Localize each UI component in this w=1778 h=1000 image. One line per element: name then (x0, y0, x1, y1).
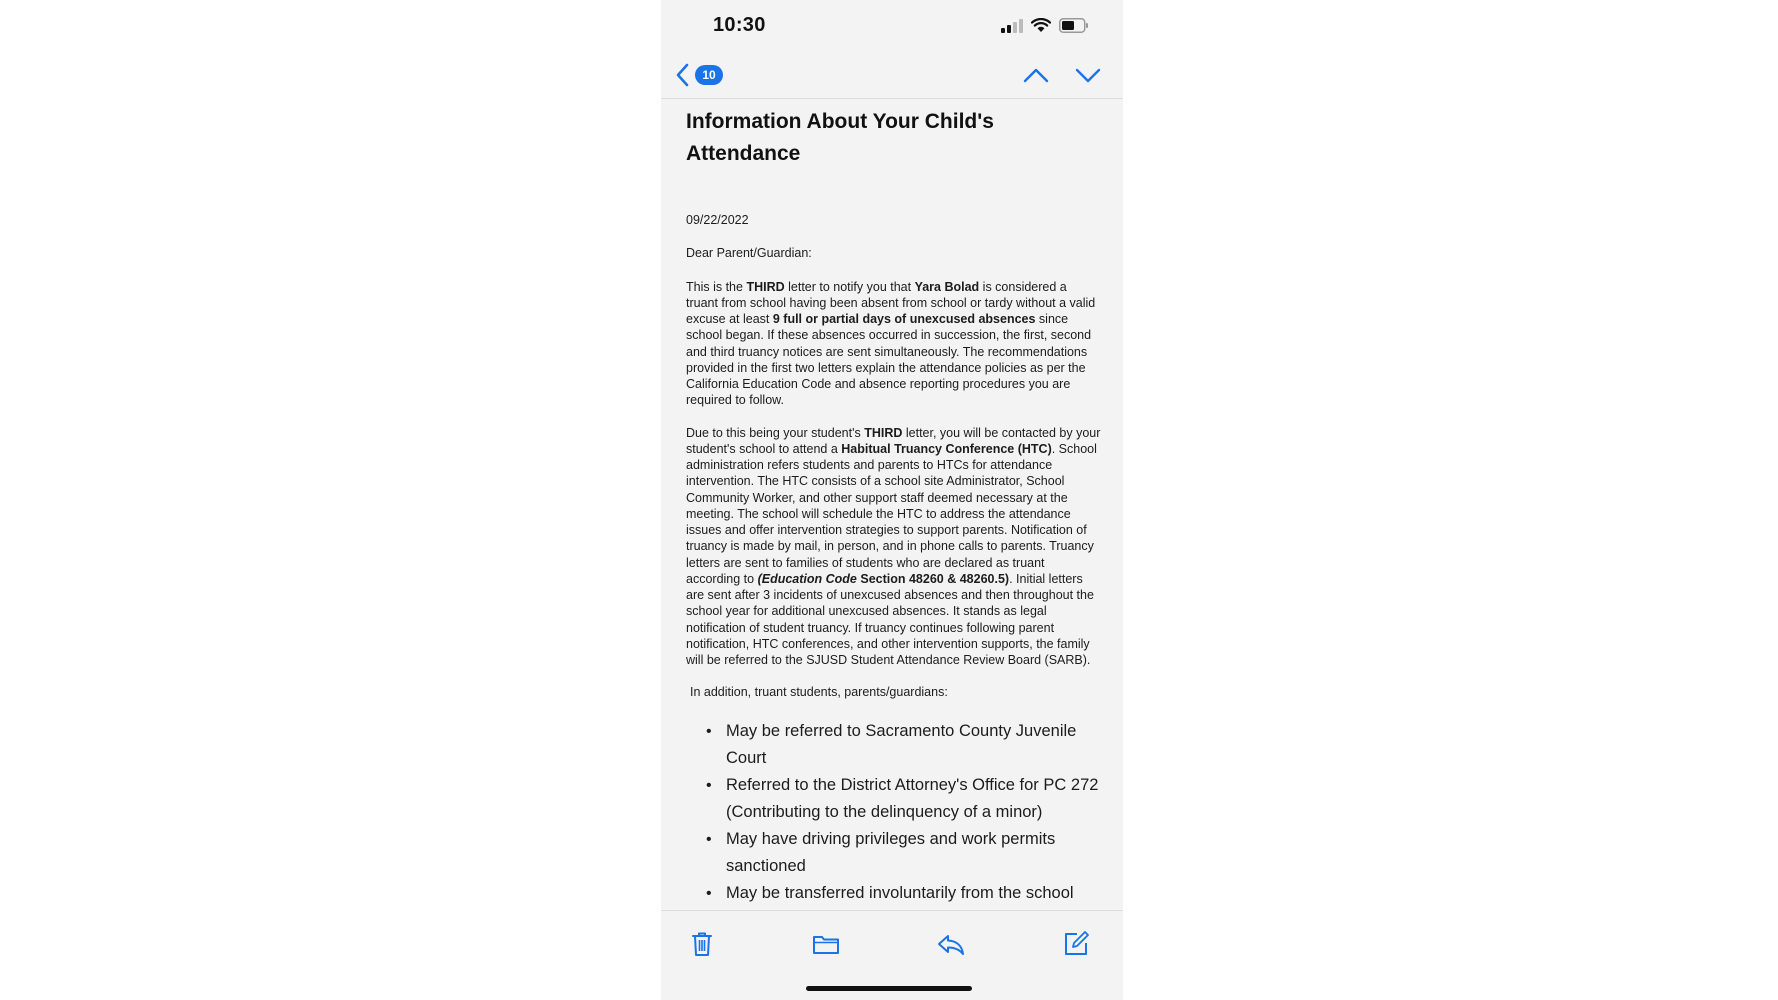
unread-count-badge[interactable]: 10 (695, 65, 723, 85)
home-indicator[interactable] (806, 986, 972, 991)
battery-icon (1059, 18, 1089, 33)
consequences-list (683, 718, 1101, 907)
bottom-toolbar (661, 910, 1123, 1000)
status-icons (1001, 18, 1089, 33)
list-item: • May be referred to Sacramento County Juvenile Court (726, 718, 1101, 772)
chevron-down-icon[interactable] (1073, 62, 1103, 88)
paragraph-1: This is the THIRD letter to notify you that Yara Bolad is considered a truant from school having been absent from school or tardy without a valid excuse at least 9 full or partial days of unexcused absences since school began. If these absences occurred in succession, the first, second and third truancy notices are sent simultaneously. The recommendations provided in the first two letters explain the attendance policies as per the California Education Code and absence reporting procedures you are required to follow. (686, 279, 1096, 408)
chevron-left-icon[interactable] (673, 61, 693, 89)
list-item: • May be transferred involuntarily from the school (726, 880, 1101, 907)
salutation: Dear Parent/Guardian: (686, 246, 812, 261)
letter-date: 09/22/2022 (686, 213, 749, 227)
cellular-signal-icon (1001, 19, 1023, 33)
trash-icon[interactable] (687, 929, 717, 959)
status-time: 10:30 (713, 14, 766, 36)
email-content[interactable] (683, 98, 1101, 910)
list-item: • May have driving privileges and work permits sanctioned (726, 826, 1101, 880)
email-subject: Information About Your Child's Attendance (686, 110, 994, 165)
chevron-up-icon[interactable] (1021, 62, 1051, 88)
list-item: • Referred to the District Attorney's Office for PC 272 (Contributing to the delinquency of a minor) (726, 772, 1101, 826)
letter-body (686, 212, 1101, 701)
compose-icon[interactable] (1061, 929, 1091, 959)
status-bar (661, 0, 1123, 52)
wifi-icon (1031, 18, 1051, 33)
consequences-intro: In addition, truant students, parents/guardians: (690, 685, 948, 700)
phone-screen (661, 0, 1123, 1000)
folder-icon[interactable] (811, 929, 841, 959)
reply-icon[interactable] (936, 929, 966, 959)
paragraph-2: Due to this being your student's THIRD letter, you will be contacted by your student's school to attend a Habitual Truancy Conference (HTC). School administration refers students and parents to HTCs for attendance intervention. The HTC consists of a school site Administrator, School Community Worker, and other support staff deemed necessary at the meeting. The school will schedule the HTC to address the attendance issues and offer intervention strategies to support parents. Notification of truancy is made by mail, in person, and in phone calls to parents. Truancy letters are sent to families of students who are declared as truant according to (Education Code Section 48260 & 48260.5). Initial letters are sent after 3 incidents of unexcused absences and then throughout the school year for additional unexcused absences. It stands as legal notification of student truancy. If truancy continues following parent notification, HTC conferences, and other intervention supports, the family will be referred to the SJUSD Student Attendance Review Board (SARB). (686, 425, 1101, 667)
nav-bar (661, 52, 1123, 99)
